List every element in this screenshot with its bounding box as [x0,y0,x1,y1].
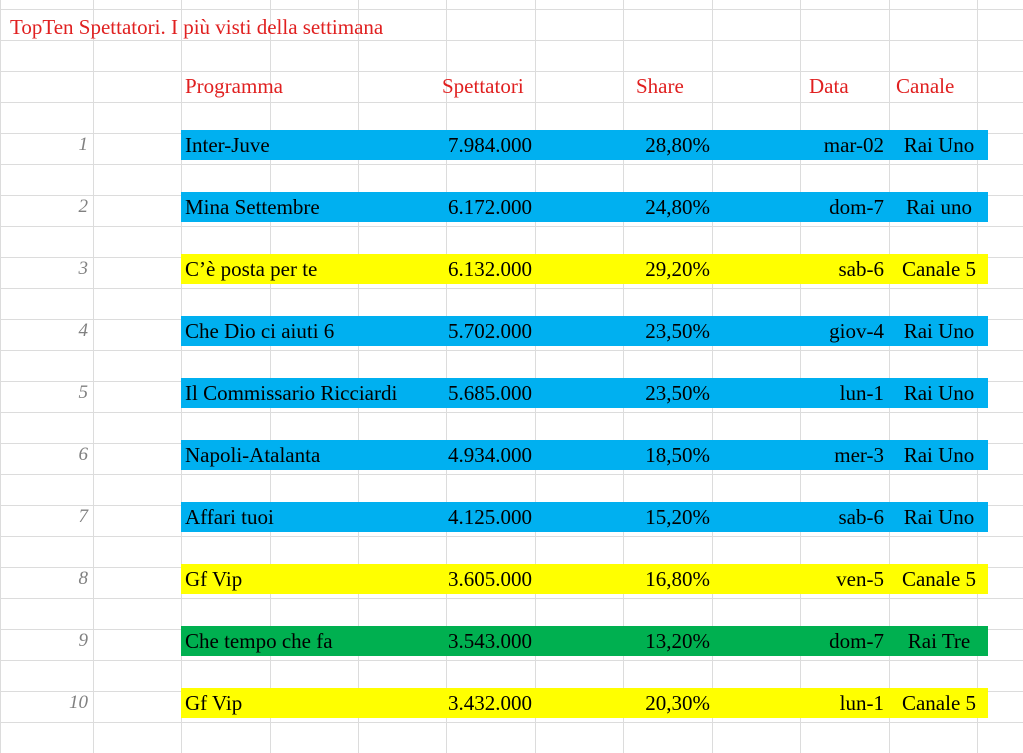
cell-data[interactable]: sab-6 [838,505,884,529]
rank-number-text: 4 [78,320,88,341]
rank-number-text: 5 [78,382,88,403]
cell-spettatori[interactable]: 6.132.000 [448,257,532,281]
cell-spettatori[interactable]: 7.984.000 [448,133,532,157]
header-programma[interactable]: Programma [185,74,283,98]
cell-canale[interactable]: Canale 5 [901,257,977,281]
rank-number-text: 10 [69,692,88,713]
cell-share[interactable]: 18,50% [645,443,710,467]
cell-canale[interactable]: Rai uno [906,195,972,219]
cell-programma[interactable]: Inter-Juve [185,133,270,157]
cell-canale[interactable]: Rai Tre [907,629,971,653]
cell-share[interactable]: 20,30% [645,691,710,715]
rank-number-text: 2 [78,196,88,217]
rank-number[interactable] [0,130,93,160]
rank-number[interactable] [0,564,93,594]
rank-number-text: 1 [78,134,88,155]
cell-canale[interactable]: Canale 5 [901,691,977,715]
cell-programma[interactable]: Che tempo che fa [185,629,333,653]
rank-number[interactable] [0,254,93,284]
header-data[interactable]: Data [809,74,849,98]
cell-programma[interactable]: Che Dio ci aiuti 6 [185,319,335,343]
cell-share[interactable]: 16,80% [645,567,710,591]
header-spettatori[interactable]: Spettatori [442,74,524,98]
cell-share[interactable]: 28,80% [645,133,710,157]
cell-spettatori[interactable]: 4.125.000 [448,505,532,529]
column-gridline [93,0,94,753]
rank-number[interactable] [0,502,93,532]
cell-canale[interactable]: Rai Uno [903,505,975,529]
rank-number[interactable] [0,316,93,346]
cell-canale[interactable]: Rai Uno [903,443,975,467]
header-share[interactable]: Share [636,74,684,98]
cell-data[interactable]: mar-02 [823,133,884,157]
cell-share[interactable]: 15,20% [645,505,710,529]
cell-spettatori[interactable]: 3.605.000 [448,567,532,591]
header-canale[interactable]: Canale [896,74,955,98]
rank-number-text: 9 [78,630,88,651]
cell-spettatori[interactable]: 5.685.000 [448,381,532,405]
cell-share[interactable]: 23,50% [645,319,710,343]
cell-spettatori[interactable]: 6.172.000 [448,195,532,219]
cell-canale[interactable]: Canale 5 [901,567,977,591]
cell-programma[interactable]: C’è posta per te [185,257,318,281]
cell-programma[interactable]: Il Commissario Ricciardi [185,381,398,405]
cell-data[interactable]: ven-5 [836,567,884,591]
rank-number-text: 3 [78,258,88,279]
cell-data[interactable]: lun-1 [839,381,884,405]
cell-data[interactable]: dom-7 [829,629,884,653]
cell-data[interactable]: sab-6 [838,257,884,281]
rank-number-text: 6 [78,444,88,465]
cell-data[interactable]: lun-1 [839,691,884,715]
cell-programma[interactable]: Napoli-Atalanta [185,443,321,467]
cell-data[interactable]: dom-7 [829,195,884,219]
cell-spettatori[interactable]: 3.432.000 [448,691,532,715]
rank-number-text: 8 [78,568,88,589]
cell-share[interactable]: 13,20% [645,629,710,653]
sheet-title-cell[interactable]: TopTen Spettatori. I più visti della settimana [10,15,384,39]
cell-canale[interactable]: Rai Uno [903,319,975,343]
cell-spettatori[interactable]: 3.543.000 [448,629,532,653]
cell-share[interactable]: 24,80% [645,195,710,219]
rank-number[interactable] [0,440,93,470]
cell-spettatori[interactable]: 4.934.000 [448,443,532,467]
rank-number-text: 7 [78,506,88,527]
cell-data[interactable]: giov-4 [829,319,884,343]
cell-programma[interactable]: Affari tuoi [185,505,274,529]
cell-programma[interactable]: Gf Vip [185,691,243,715]
cell-data[interactable]: mer-3 [834,443,884,467]
cell-canale[interactable]: Rai Uno [903,133,975,157]
cell-canale[interactable]: Rai Uno [903,381,975,405]
cell-spettatori[interactable]: 5.702.000 [448,319,532,343]
rank-number[interactable] [0,626,93,656]
cell-programma[interactable]: Mina Settembre [185,195,320,219]
cell-share[interactable]: 29,20% [645,257,710,281]
rank-number[interactable] [0,378,93,408]
rank-number[interactable] [0,192,93,222]
cell-share[interactable]: 23,50% [645,381,710,405]
cell-programma[interactable]: Gf Vip [185,567,243,591]
rank-number[interactable] [0,688,93,718]
